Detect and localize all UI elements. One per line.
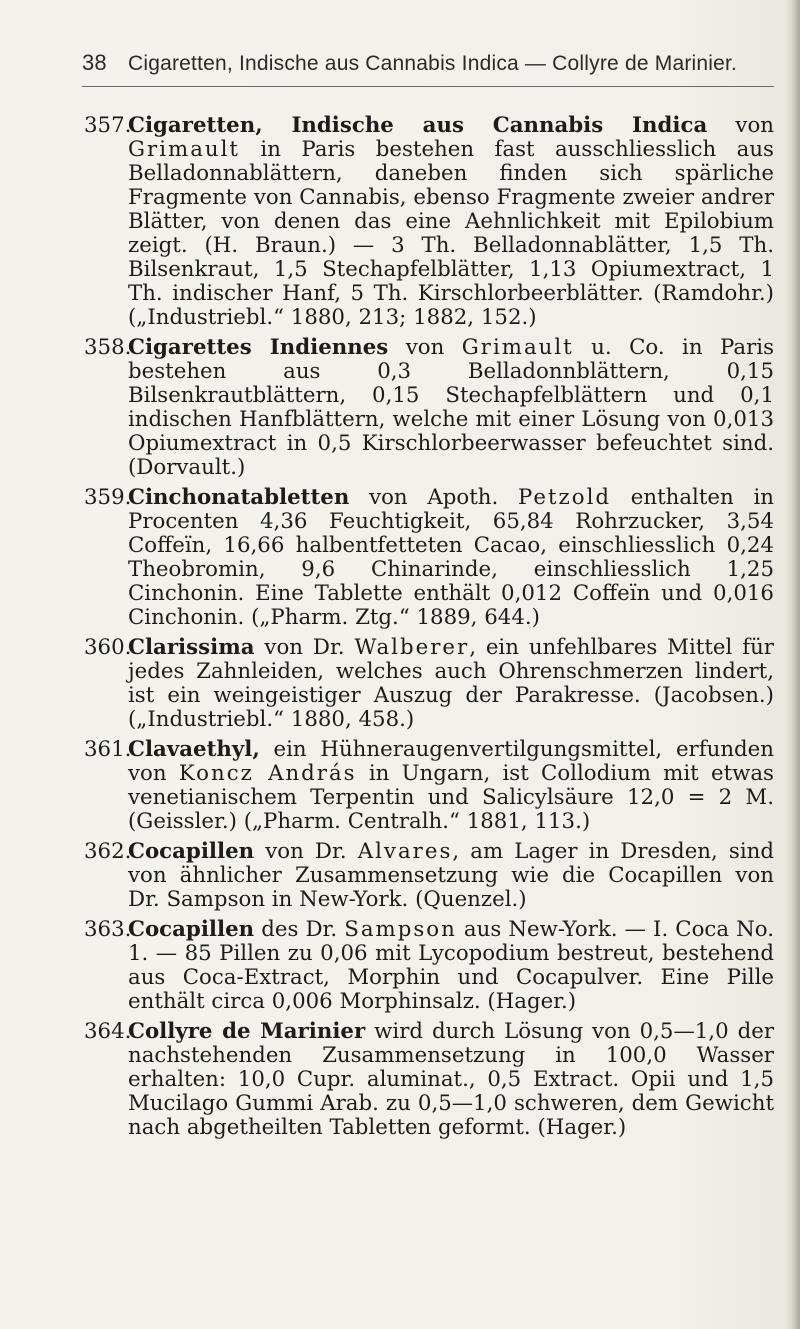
entry-text: in Paris bestehen fast ausschliesslich aus Belladonnablättern, daneben finden sich spärliche Fragmente von Cannabis, ebenso Fragmente zweier andrer Blätter, von denen das eine Aehnlichkeit mit Epilobium zeigt. (H. Braun.) — 3 Th. Belladonnablätter, 1,5 Th. Bilsenkraut, 1,5 Stechapfelblätter, 1,13 Opiumextract, 1 Th. indischer Hanf, 5 Th. Kirschlorbeerblätter. (Ramdohr.) („Industriebl.“ 1880, 213; 1882, 152.) [128, 137, 774, 330]
entry-term: Cigarettes Indiennes [128, 335, 389, 360]
entry-358 [84, 336, 774, 480]
entry-author: Walberer [354, 635, 470, 660]
entry-pre: von [388, 335, 462, 360]
entry-text: , am Lager in Dresden, sind von ähnlicher Zusammensetzung wie die Cocapillen von Dr. Sampson in New-York. (Quenzel.) [128, 839, 774, 912]
entry-text: aus New-York. — I. Coca No. 1. — 85 Pillen zu 0,06 mit Lycopodium bestreut, bestehend aus Coca-Extract, Morphin und Cocapulver. Eine Pille enthält circa 0,006 Morphinsalz. (Hager.) [128, 917, 774, 1014]
entry-body [128, 486, 774, 630]
header-rule [82, 86, 774, 87]
entry-text: u. Co. in Paris bestehen aus 0,3 Belladonnblättern, 0,15 Bilsenkrautblättern, 0,15 Stechapfelblättern und 0,1 indischen Hanfblättern, welche mit einer Lösung von 0,013 Opiumextract in 0,5 Kirschlorbeerwasser befeuchtet sind. (Dorvault.) [128, 335, 774, 480]
entry-author: Petzold [518, 485, 612, 510]
entry-body [128, 336, 774, 480]
entry-357 [84, 114, 774, 330]
entry-term: Clarissima [128, 635, 255, 660]
entry-author: Grimault [128, 137, 240, 162]
entry-term: Cocapillen [128, 917, 255, 942]
entry-pre: des Dr. [254, 917, 345, 942]
entry-number: 360. [84, 635, 132, 660]
entry-360 [84, 636, 774, 732]
entry-number: 361. [84, 737, 132, 762]
entry-body [128, 840, 774, 912]
entry-pre: von Apoth. [349, 485, 518, 510]
entry-body [128, 636, 774, 732]
entry-author: Grimault [461, 335, 574, 360]
page-edge-shadow [786, 0, 800, 1329]
entry-term: Collyre de Marinier [128, 1019, 366, 1044]
entry-term: Cocapillen [128, 839, 255, 864]
entry-author: Sampson [344, 917, 457, 942]
entry-list [84, 114, 774, 1146]
entry-number: 358. [84, 335, 132, 360]
entry-text: in Ungarn, ist Collodium mit etwas venetianischem Terpentin und Salicylsäure 12,0 = 2 M. (Geissler.) („Pharm. Centralh.“ 1881, 113.) [128, 761, 774, 834]
entry-term: Clavaethyl, [128, 737, 260, 762]
entry-pre: von Dr. [254, 839, 358, 864]
page-number: 38 [82, 50, 107, 75]
entry-number: 362. [84, 839, 132, 864]
entry-body [128, 114, 774, 330]
entry-pre: von Dr. [254, 635, 355, 660]
entry-363 [84, 918, 774, 1014]
running-title: Cigaretten, Indische aus Cannabis Indica — Collyre de Marinier. [128, 52, 738, 75]
entry-359 [84, 486, 774, 630]
entry-body [128, 738, 774, 834]
entry-body [128, 1020, 774, 1140]
entry-number: 357. [84, 113, 132, 138]
entry-term: Cigaretten, Indische aus Cannabis Indica [128, 113, 708, 138]
entry-pre: von [707, 113, 775, 138]
entry-number: 364. [84, 1019, 132, 1044]
entry-362 [84, 840, 774, 912]
entry-author: Alvares [357, 839, 453, 864]
entry-term: Cinchonatabletten [128, 485, 350, 510]
entry-body [128, 918, 774, 1014]
page-header [82, 50, 772, 76]
entry-pre: ein Hühneraugenvertilgungsmittel, erfunden von [128, 737, 774, 786]
entry-author: Koncz András [178, 761, 357, 786]
entry-number: 359. [84, 485, 132, 510]
entry-text: , ein unfehlbares Mittel für jedes Zahnleiden, welches auch Ohrenschmerzen lindert, ist ein weingeistiger Auszug der Parakresse. (Jacobsen.) („Industriebl.“ 1880, 458.) [128, 635, 774, 732]
entry-361 [84, 738, 774, 834]
entry-pre: wird durch Lösung von 0,5—1,0 der nachstehenden Zusammensetzung in 100,0 Wasser erhalten: 10,0 Cupr. aluminat., 0,5 Extract. Opii und 1,5 Mucilago Gummi Arab. zu 0,5—1,0 schweren, dem Gewicht nach abgetheilten Tabletten geformt. (Hager.) [128, 1019, 774, 1140]
entry-text: enthalten in Procenten 4,36 Feuchtigkeit, 65,84 Rohrzucker, 3,54 Coffeïn, 16,66 halbentfetteten Cacao, einschliesslich 0,24 Theobromin, 9,6 Chinarinde, einschliesslich 1,25 Cinchonin. Eine Tablette enthält 0,012 Coffeïn und 0,016 Cinchonin. („Pharm. Ztg.“ 1889, 644.) [128, 485, 775, 630]
entry-number: 363. [84, 917, 132, 942]
entry-364 [84, 1020, 774, 1140]
